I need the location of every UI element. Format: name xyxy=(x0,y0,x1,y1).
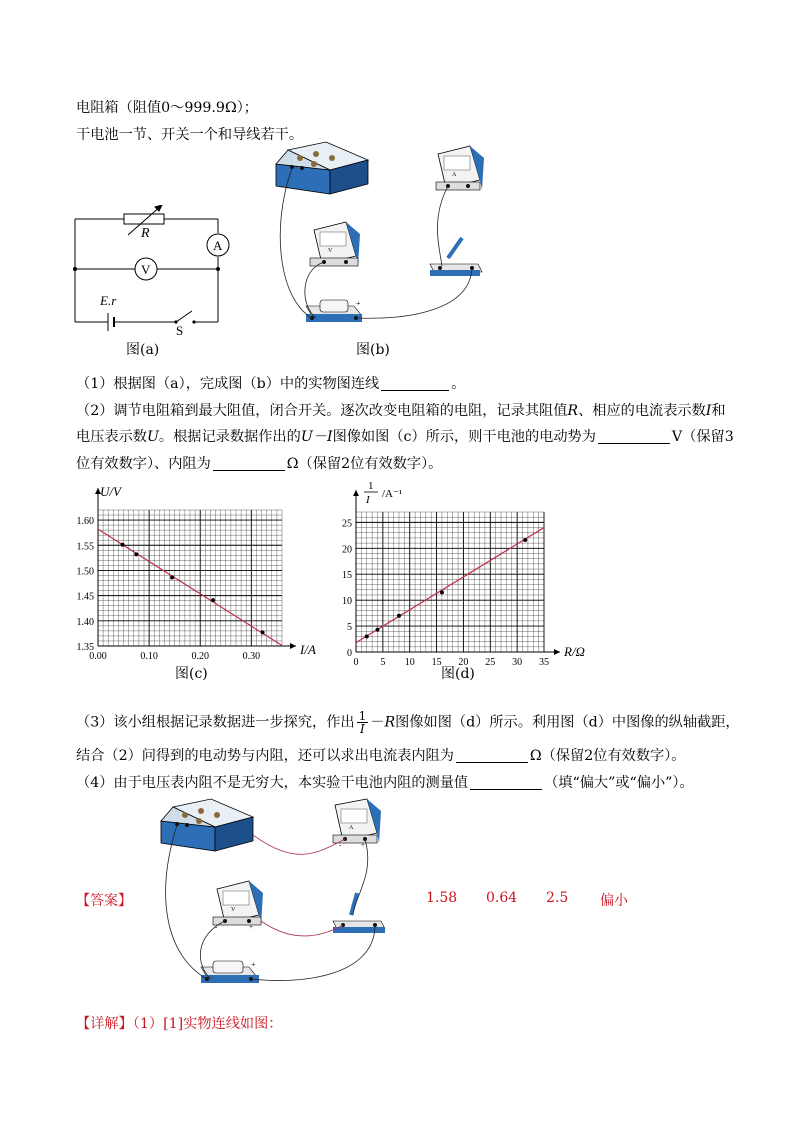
label-V: V xyxy=(141,262,151,277)
answer-blank-1[interactable] xyxy=(381,376,449,391)
x-tick-label: 30 xyxy=(512,657,523,668)
data-point xyxy=(375,628,379,632)
x-tick-label: 0 xyxy=(353,657,359,668)
question-2-line-2: 电压表示数U。根据记录数据作出的U－I图像如图（c）所示，则干电池的电动势为 V（保留3 xyxy=(76,429,734,445)
x-tick-label: 5 xyxy=(380,657,386,668)
y-axis-label-unit: /A⁻¹ xyxy=(382,488,403,500)
svg-text:A: A xyxy=(452,172,457,178)
x-tick-label: 20 xyxy=(458,657,469,668)
y-tick-label: 5 xyxy=(347,622,352,634)
x-axis-arrow xyxy=(554,649,560,655)
svg-text:-: - xyxy=(215,923,218,931)
svg-text:V: V xyxy=(328,248,333,254)
question-2-line-1: （2）调节电阻箱到最大阻值，闭合开关。逐次改变电阻箱的电阻，记录其阻值R、相应的电流表示数I和 xyxy=(76,403,726,419)
caption-d: 图(d) xyxy=(441,666,475,682)
label-S: S xyxy=(176,323,184,338)
caption-a: 图(a) xyxy=(126,342,160,358)
label-R: R xyxy=(141,226,150,241)
label-Er: E.r xyxy=(100,293,117,308)
question-1: （1）根据图（a），完成图（b）中的实物图连线 。 xyxy=(76,376,466,392)
y-tick-label: 20 xyxy=(342,544,352,556)
y-tick-label: 1.45 xyxy=(76,591,94,603)
x-tick-label: 0.10 xyxy=(140,651,158,662)
resistance-box-icon xyxy=(161,799,253,851)
y-axis-label: U/V xyxy=(100,484,121,499)
y-tick-label: 0 xyxy=(347,648,352,659)
chart-d xyxy=(328,478,598,678)
data-point xyxy=(365,634,369,638)
figure-a-circuit xyxy=(66,205,240,360)
data-point xyxy=(397,614,401,618)
switch-icon xyxy=(333,893,385,933)
svg-text:+: + xyxy=(251,960,256,969)
battery-icon xyxy=(201,960,259,983)
data-point xyxy=(440,590,444,594)
svg-text:A: A xyxy=(349,825,354,831)
x-tick-label: 25 xyxy=(485,657,496,668)
svg-text:-: - xyxy=(339,841,342,849)
svg-text:+: + xyxy=(361,841,365,849)
x-tick-label: 35 xyxy=(539,657,549,668)
battery-icon xyxy=(306,299,362,322)
x-tick-label: 0.20 xyxy=(191,651,209,662)
y-tick-label: 1.55 xyxy=(76,541,94,553)
data-point xyxy=(261,630,265,634)
y-tick-label: 1.40 xyxy=(76,616,94,628)
data-point xyxy=(170,575,174,579)
y-tick-label: 1.50 xyxy=(76,566,94,578)
equipment-line-1: 电阻箱（阻值0～999.9Ω）； xyxy=(76,100,258,116)
y-tick-label: 15 xyxy=(342,570,352,582)
fraction-1-over-I: $\frac{1}{I}$ xyxy=(358,709,367,736)
switch-icon xyxy=(430,238,482,276)
answer-internal-resistance: 0.64 xyxy=(486,890,518,906)
answer-blank-ammeter-resistance[interactable] xyxy=(456,748,528,763)
y-axis-label-num: 1 xyxy=(368,480,374,492)
data-point xyxy=(211,598,215,602)
caption-b: 图(b) xyxy=(356,342,390,358)
y-tick-label: 10 xyxy=(342,596,352,608)
answer-blank-internal-resistance[interactable] xyxy=(213,456,285,471)
resistance-box-icon xyxy=(276,142,368,194)
detail-line: 【详解】（1）[1]实物连线如图： xyxy=(76,1016,283,1032)
answer-emf: 1.58 xyxy=(426,890,458,906)
x-tick-label: 0.00 xyxy=(89,651,107,662)
svg-text:+: + xyxy=(249,923,253,931)
caption-c: 图(c) xyxy=(175,666,208,682)
answer-figure-wiring xyxy=(155,795,395,995)
y-axis-label-den: I xyxy=(366,494,370,506)
label-A: A xyxy=(213,238,223,253)
fit-line xyxy=(356,528,544,643)
x-tick-label: 15 xyxy=(431,657,442,668)
question-3-line-2: 结合（2）问得到的电动势与内阻，还可以求出电流表内阻为 Ω（保留2位有效数字）。 xyxy=(76,748,686,764)
answer-blank-bias[interactable] xyxy=(470,775,542,790)
x-axis-label: R/Ω xyxy=(564,644,585,659)
x-axis-label: I/A xyxy=(300,642,316,657)
answer-bias: 偏小 xyxy=(600,893,628,909)
data-point xyxy=(134,552,138,556)
answer-ammeter-resistance: 2.5 xyxy=(546,890,569,906)
data-point xyxy=(523,538,527,542)
question-4: （4）由于电压表内阻不是无穷大，本实验干电池内阻的测量值 （填“偏大”或“偏小”）。 xyxy=(76,775,694,791)
ammeter-icon xyxy=(436,146,484,190)
y-axis-arrow xyxy=(353,490,359,496)
answer-label: 【答案】 xyxy=(76,893,132,909)
question-2-line-3: 位有效数字）、内阻为 Ω（保留2位有效数字）。 xyxy=(76,456,443,472)
equipment-line-2: 干电池一节、开关一个和导线若干。 xyxy=(76,127,304,143)
chart-c xyxy=(66,478,328,678)
figure-b-apparatus xyxy=(270,140,510,340)
svg-text:+: + xyxy=(356,299,361,308)
answer-blank-emf[interactable] xyxy=(598,429,670,444)
y-tick-label: 1.60 xyxy=(76,516,94,528)
svg-text:V: V xyxy=(231,907,236,913)
y-tick-label: 1.35 xyxy=(76,642,94,653)
x-tick-label: 0.30 xyxy=(242,651,261,662)
data-point xyxy=(121,543,125,547)
x-tick-label: 10 xyxy=(404,657,415,668)
y-tick-label: 25 xyxy=(342,518,352,530)
x-axis-arrow xyxy=(290,643,296,649)
question-3-line-1: （3）该小组根据记录数据进一步探究，作出 $\frac{1}{I}$ －R图像如图（d）所示。利用图（d）中图像的纵轴截距， xyxy=(76,709,740,736)
voltmeter-icon xyxy=(310,222,360,266)
